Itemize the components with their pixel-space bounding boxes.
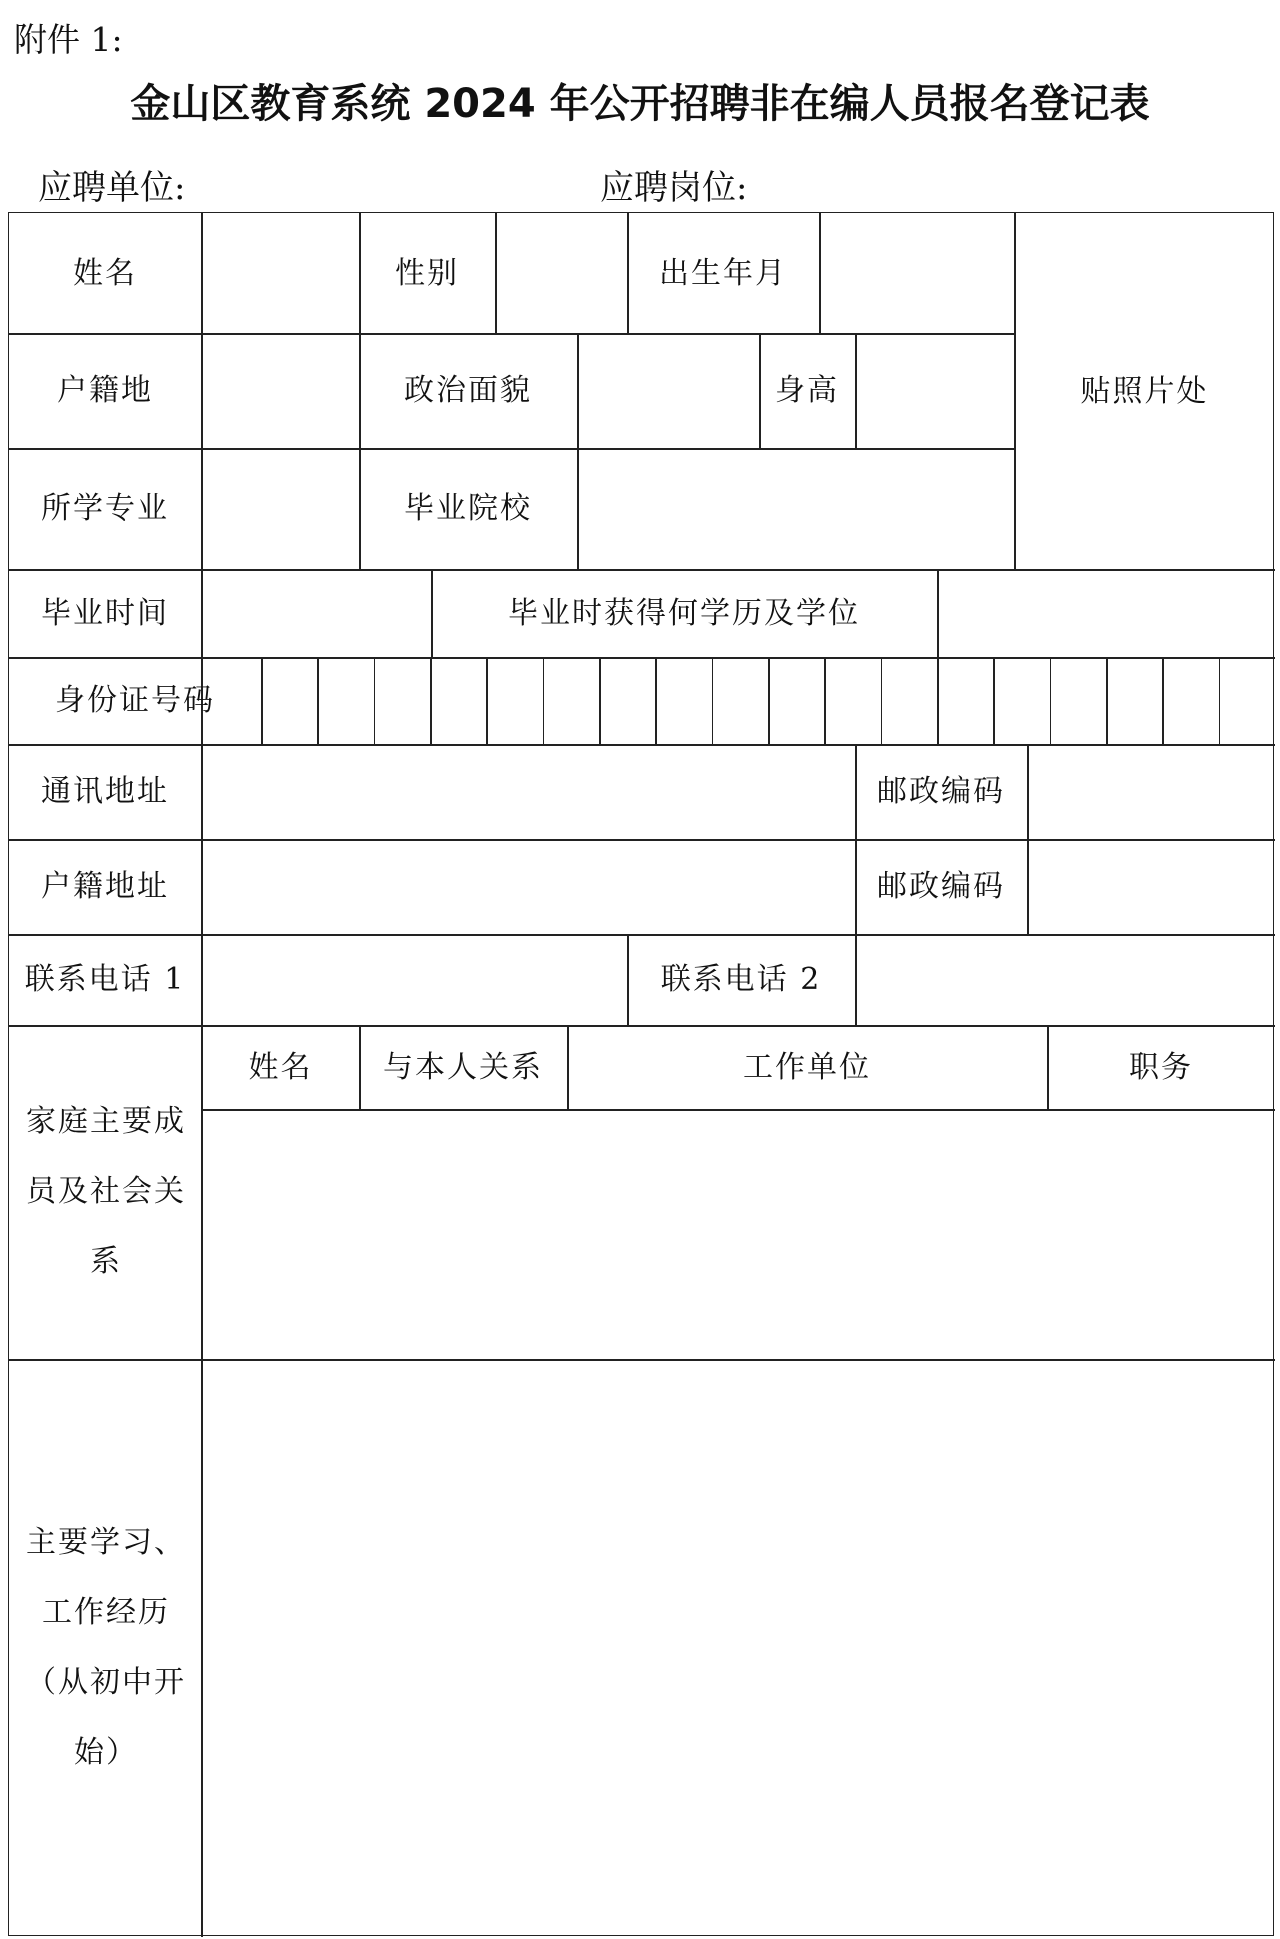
school-field[interactable] <box>578 448 1014 569</box>
height-field[interactable] <box>856 333 1014 448</box>
apply-post-label: 应聘岗位: <box>600 168 748 208</box>
family-post-header: 职务 <box>1129 1049 1193 1085</box>
hukou-address-field[interactable] <box>202 839 855 934</box>
registration-form-table <box>8 212 1274 1936</box>
postcode-field-2[interactable] <box>1028 839 1275 934</box>
gender-field[interactable] <box>496 213 627 333</box>
name-field[interactable] <box>202 213 359 333</box>
photo-area[interactable]: 贴照片处 <box>1080 373 1209 409</box>
degree-field[interactable] <box>938 569 1275 657</box>
attachment-label: 附件 1: <box>14 20 123 59</box>
id-digit-cell[interactable] <box>883 658 937 744</box>
apply-unit-label: 应聘单位: <box>38 168 186 208</box>
id-digit-cell[interactable] <box>995 658 1049 744</box>
name-label: 姓名 <box>73 255 137 291</box>
resume-label: 主要学习、工作经历（从初中开始） <box>26 1525 186 1770</box>
school-label: 毕业院校 <box>404 491 532 526</box>
political-field[interactable] <box>578 333 759 448</box>
phone1-label: 联系电话 1 <box>24 962 186 997</box>
height-label: 身高 <box>775 373 839 408</box>
birth-label: 出生年月 <box>659 255 787 291</box>
id-digit-cell[interactable] <box>826 658 880 744</box>
phone2-field[interactable] <box>856 934 1275 1025</box>
id-digit-cell[interactable] <box>1221 658 1275 744</box>
family-work-header: 工作单位 <box>743 1049 871 1085</box>
phone1-field[interactable] <box>202 934 627 1025</box>
family-relation-header: 与本人关系 <box>383 1049 543 1085</box>
gender-label: 性别 <box>395 255 459 291</box>
id-digit-cell[interactable] <box>319 658 373 744</box>
hukou-address-label: 户籍地址 <box>41 869 169 904</box>
family-name-header: 姓名 <box>248 1049 313 1085</box>
id-digit-cell[interactable] <box>1052 658 1106 744</box>
hukou-place-field[interactable] <box>202 333 359 448</box>
major-field[interactable] <box>202 448 359 569</box>
id-digit-cell[interactable] <box>601 658 655 744</box>
id-digit-cell[interactable] <box>432 658 486 744</box>
postcode-label-2: 邮政编码 <box>877 869 1005 904</box>
id-digit-cell[interactable] <box>488 658 542 744</box>
id-digit-cell[interactable] <box>263 658 317 744</box>
id-digit-cell[interactable] <box>657 658 711 744</box>
postcode-field-1[interactable] <box>1028 744 1275 839</box>
id-number-label: 身份证号码 <box>55 683 215 718</box>
mail-address-field[interactable] <box>202 744 855 839</box>
phone2-label: 联系电话 2 <box>660 962 822 997</box>
hukou-place-label: 户籍地 <box>57 373 153 408</box>
id-digit-cell[interactable] <box>939 658 993 744</box>
family-members-field[interactable] <box>202 1110 1275 1359</box>
id-digit-cell[interactable] <box>770 658 824 744</box>
political-label: 政治面貌 <box>404 373 532 408</box>
grad-time-field[interactable] <box>202 569 431 657</box>
form-title: 金山区教育系统 2024 年公开招聘非在编人员报名登记表 <box>130 81 1150 127</box>
id-digit-cell[interactable] <box>1108 658 1162 744</box>
grad-time-label: 毕业时间 <box>41 595 169 631</box>
major-label: 所学专业 <box>41 491 169 526</box>
id-digit-cell[interactable] <box>714 658 768 744</box>
degree-label: 毕业时获得何学历及学位 <box>508 595 860 631</box>
birth-field[interactable] <box>820 213 1014 333</box>
mail-address-label: 通讯地址 <box>41 774 169 809</box>
resume-field[interactable] <box>202 1360 1275 1937</box>
id-digit-cell[interactable] <box>376 658 430 744</box>
family-label: 家庭主要成员及社会关系 <box>26 1104 186 1279</box>
id-digit-cell[interactable] <box>545 658 599 744</box>
id-digit-cell[interactable] <box>1164 658 1218 744</box>
postcode-label-1: 邮政编码 <box>877 774 1005 809</box>
